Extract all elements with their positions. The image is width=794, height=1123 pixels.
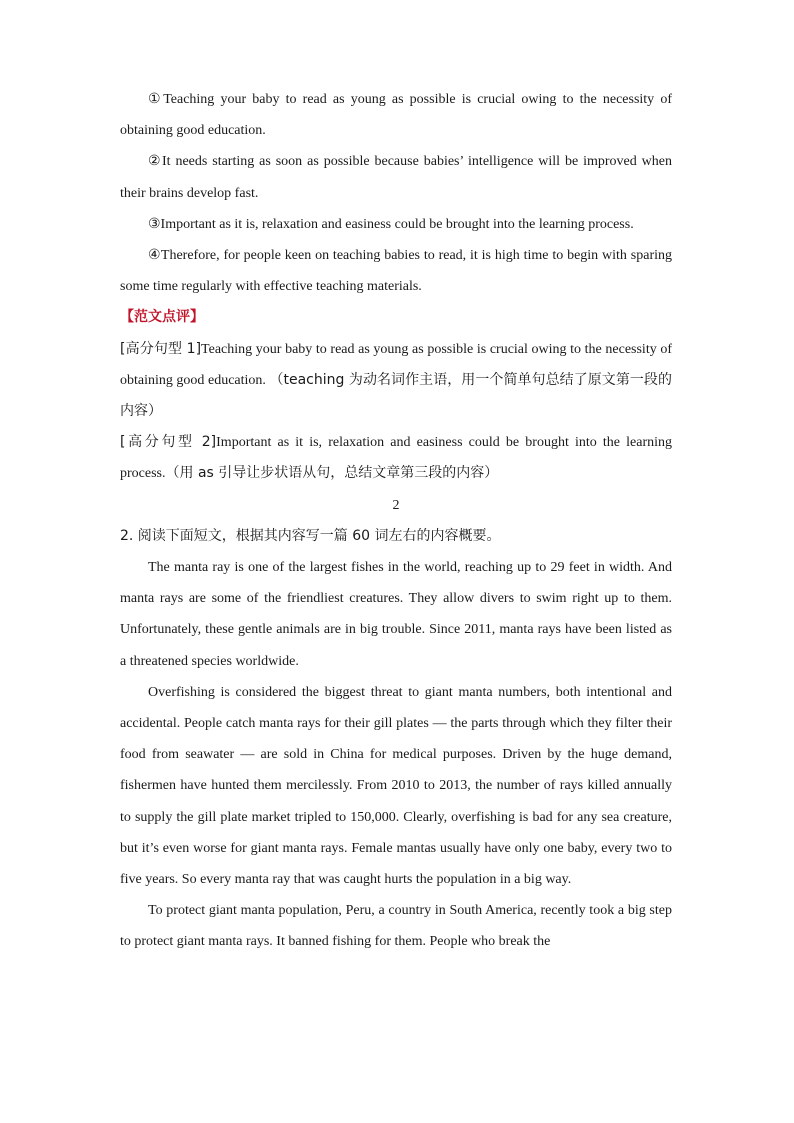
page-number: 2 [392,497,400,513]
review-item-1-text: Teaching your baby to read as young as possible is crucial owing to the necessity of obtaining good education. [120,341,673,388]
review-item-2-label: [高分句型 2] [120,434,217,451]
passage-paragraph-2: Overfishing is considered the biggest threat to giant manta numbers, both intentional and accidental. People catch manta rays for their gill plates — the parts through which they filter their food from seawater — are sold in China for medical purposes. Driven by the huge demand, fishermen have hunted them mercilessly. From 2010 to 2013, the number of rays killed annually to supply the gill plate market tripled to 150,000. Clearly, overfishing is bad for any sea creature, but it’s even worse for giant manta rays. Female mantas usually have only one baby, every two to five years. So every manta ray that was caught hurts the population in a big way. [120,684,672,888]
review-item-2 [120,427,672,489]
task-prompt: 2. 阅读下面短文，根据其内容写一篇 60 词左右的内容概要。 [120,527,501,544]
review-item-1-label: [高分句型 1] [120,340,202,357]
summary-point-1: ①Teaching your baby to read as young as possible is crucial owing to the necessity of obtaining good education. [120,92,672,139]
summary-point-4: ④Therefore, for people keen on teaching babies to read, it is high time to begin with sparing some time regularly with effective teaching materials. [120,248,672,295]
review-item-2-comment: （用 as 引导让步状语从句，总结文章第三段的内容） [165,465,499,482]
summary-point-2: ②It needs starting as soon as possible because babies’ intelligence will be improved when their brains develop fast. [120,154,672,201]
summary-point-3: ③Important as it is, relaxation and easiness could be brought into the learning process. [148,216,634,232]
review-item-1 [120,334,672,428]
review-item-1-comment: （teaching 为动名词作主语，用一个简单句总结了原文第一段的内容） [120,371,672,420]
review-item-2-text: Important as it is, relaxation and easiness could be brought into the learning process. [120,435,673,482]
passage-paragraph-3: To protect giant manta population, Peru, a country in South America, recently took a big step to protect giant manta rays. It banned fishing for them. People who break the [120,903,672,950]
review-heading: 【范文点评】 [120,309,204,326]
document-page [120,84,672,958]
passage-paragraph-1: The manta ray is one of the largest fishes in the world, reaching up to 29 feet in width. And manta rays are some of the friendliest creatures. They allow divers to swim right up to them. Unfortunately, these gentle animals are in big trouble. Since 2011, manta rays have been listed as a threatened species worldwide. [120,560,672,669]
